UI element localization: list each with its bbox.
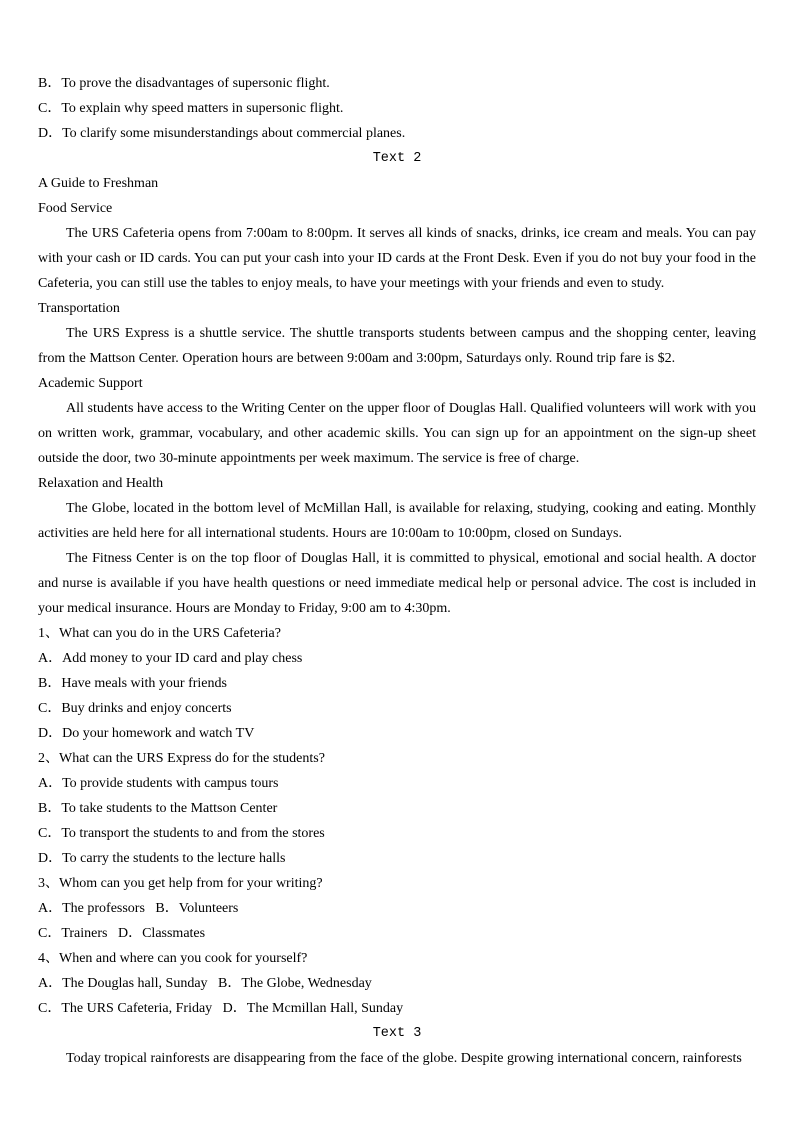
answer-option: B．To prove the disadvantages of supersonic flight. [38,76,330,91]
question-text: 2、What can the URS Express do for the students? [38,751,325,766]
answer-option: C．The URS Cafeteria, Friday D．The Mcmillan Hall, Sunday [38,1001,404,1016]
section-heading: Food Service [38,201,113,216]
answer-option: C．To explain why speed matters in supersonic flight. [38,101,344,116]
section-heading: Academic Support [38,376,143,391]
answer-option: C．To transport the students to and from the stores [38,826,325,841]
body-paragraph: Today tropical rainforests are disappearing from the face of the globe. Despite growing international concern, rainforests [66,1051,742,1066]
document-body [38,71,756,1071]
answer-option: A．Add money to your ID card and play chess [38,651,303,666]
answer-option: C．Buy drinks and enjoy concerts [38,701,232,716]
question-text: 4、When and where can you cook for yourself? [38,951,308,966]
answer-option: B．Have meals with your friends [38,676,227,691]
answer-option: D．Do your homework and watch TV [38,726,255,741]
answer-option: C．Trainers D．Classmates [38,926,206,941]
answer-option: D．To carry the students to the lecture halls [38,851,286,866]
answer-option: A．The Douglas hall, Sunday B．The Globe, Wednesday [38,976,372,991]
section-heading: Relaxation and Health [38,476,164,491]
question-text: 3、Whom can you get help from for your writing? [38,876,323,891]
text-heading: Text 3 [372,1026,422,1041]
section-heading: Transportation [38,301,120,316]
body-paragraph: The URS Express is a shuttle service. The shuttle transports students between campus and the shopping center, leaving from the Mattson Center. Operation hours are between 9:00am and 3:00pm, Saturdays only. Round trip fare is $2. [38,326,756,366]
body-paragraph: The Globe, located in the bottom level of McMillan Hall, is available for relaxing, studying, cooking and eating. Monthly activities are held here for all international students. Hours are 10:00am to 10:00pm, closed on Sundays. [38,501,756,541]
answer-option: D．To clarify some misunderstandings about commercial planes. [38,126,406,141]
body-paragraph: The URS Cafeteria opens from 7:00am to 8:00pm. It serves all kinds of snacks, drinks, ice cream and meals. You can pay with your cash or ID cards. You can put your cash into your ID cards at the Front Desk. Even if you do not buy your food in the Cafeteria, you can still use the tables to enjoy meals, to have your meetings with your friends and even to study. [38,226,756,291]
section-heading: A Guide to Freshman [38,176,159,191]
text-heading: Text 2 [372,151,422,166]
answer-option: A．To provide students with campus tours [38,776,279,791]
body-paragraph: All students have access to the Writing Center on the upper floor of Douglas Hall. Qualified volunteers will work with you on written work, grammar, vocabulary, and other academic skills. You can sign up for an appointment on the sign-up sheet outside the door, two 30-minute appointments per week maximum. The service is free of charge. [38,401,756,466]
answer-option: A．The professors B．Volunteers [38,901,239,916]
question-text: 1、What can you do in the URS Cafeteria? [38,626,281,641]
answer-option: B．To take students to the Mattson Center [38,801,278,816]
body-paragraph: The Fitness Center is on the top floor of Douglas Hall, it is committed to physical, emotional and social health. A doctor and nurse is available if you have health questions or need immediate medical help or personal advice. The cost is included in your medical insurance. Hours are Monday to Friday, 9:00 am to 4:30pm. [38,551,756,616]
